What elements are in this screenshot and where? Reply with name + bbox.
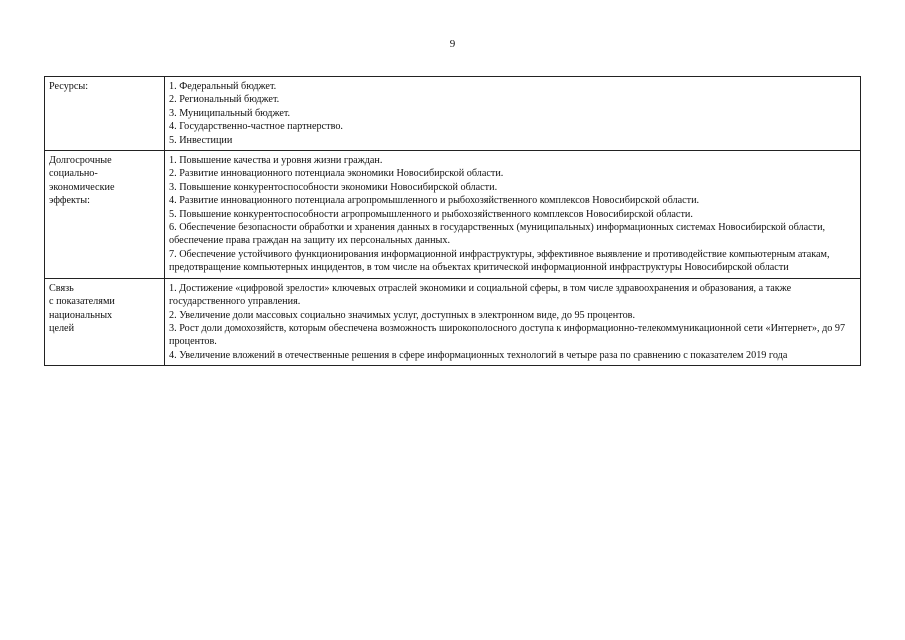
table-row-long-term-effects (45, 151, 861, 279)
list-item: 6. Обеспечение безопасности обработки и хранения данных в государственных (муниципальных) информационных системах Новосибирской области, обеспечение права граждан на защиту их персональных данных. (169, 222, 826, 247)
table-row-resources (45, 77, 861, 151)
list-item: 5. Повышение конкурентоспособности агропромышленного и рыбохозяйственного комплексов Новосибирской области. (169, 208, 693, 220)
list-item: 2. Развитие инновационного потенциала экономики Новосибирской области. (169, 168, 504, 180)
list-item: 3. Повышение конкурентоспособности экономики Новосибирской области. (169, 181, 498, 193)
list-item: 7. Обеспечение устойчивого функционирования информационной инфраструктуры, эффективное выявление и противодействие компьютерным атакам, предотвращение компьютерных инцидентов, в том числе на объектах критической информационной инфраструктуры Новосибирской области (169, 248, 830, 274)
list-item: 4. Развитие инновационного потенциала агропромышленного и рыбохозяйственного комплексов Новосибирской области. (169, 195, 700, 207)
row-label: Ресурсы: (45, 77, 165, 151)
list-item: 1. Достижение «цифровой зрелости» ключевых отраслей экономики и социальной сферы, в том числе здравоохранения и образования, а также государственного управления. (169, 282, 792, 308)
list-item: 2. Увеличение доли массовых социально значимых услуг, доступных в электронном виде, до 95 процентов. (169, 309, 636, 321)
row-content (165, 151, 861, 279)
passport-table (44, 76, 861, 366)
row-content (165, 77, 861, 151)
list-item: 4. Государственно-частное партнерство. (169, 121, 343, 133)
row-label: Связь с показателями национальных целей (45, 278, 165, 365)
row-label: Долгосрочные социально- экономические эффекты: (45, 151, 165, 279)
list-item: 2. Региональный бюджет. (169, 94, 280, 106)
list-item: 1. Повышение качества и уровня жизни граждан. (169, 155, 383, 167)
list-item: 5. Инвестиции (169, 134, 233, 146)
row-content (165, 278, 861, 365)
table-row-national-goals (45, 278, 861, 365)
list-item: 3. Муниципальный бюджет. (169, 107, 291, 119)
list-item: 4. Увеличение вложений в отечественные решения в сфере информационных технологий в четыре раза по сравнению с показателем 2019 года (169, 349, 788, 361)
list-item: 1. Федеральный бюджет. (169, 81, 277, 92)
page-number: 9 (449, 38, 456, 50)
list-item: 3. Рост доли домохозяйств, которым обеспечена возможность широкополосного доступа к информационно-телекоммуникационной сети «Интернет», до 97 процентов. (169, 322, 846, 348)
